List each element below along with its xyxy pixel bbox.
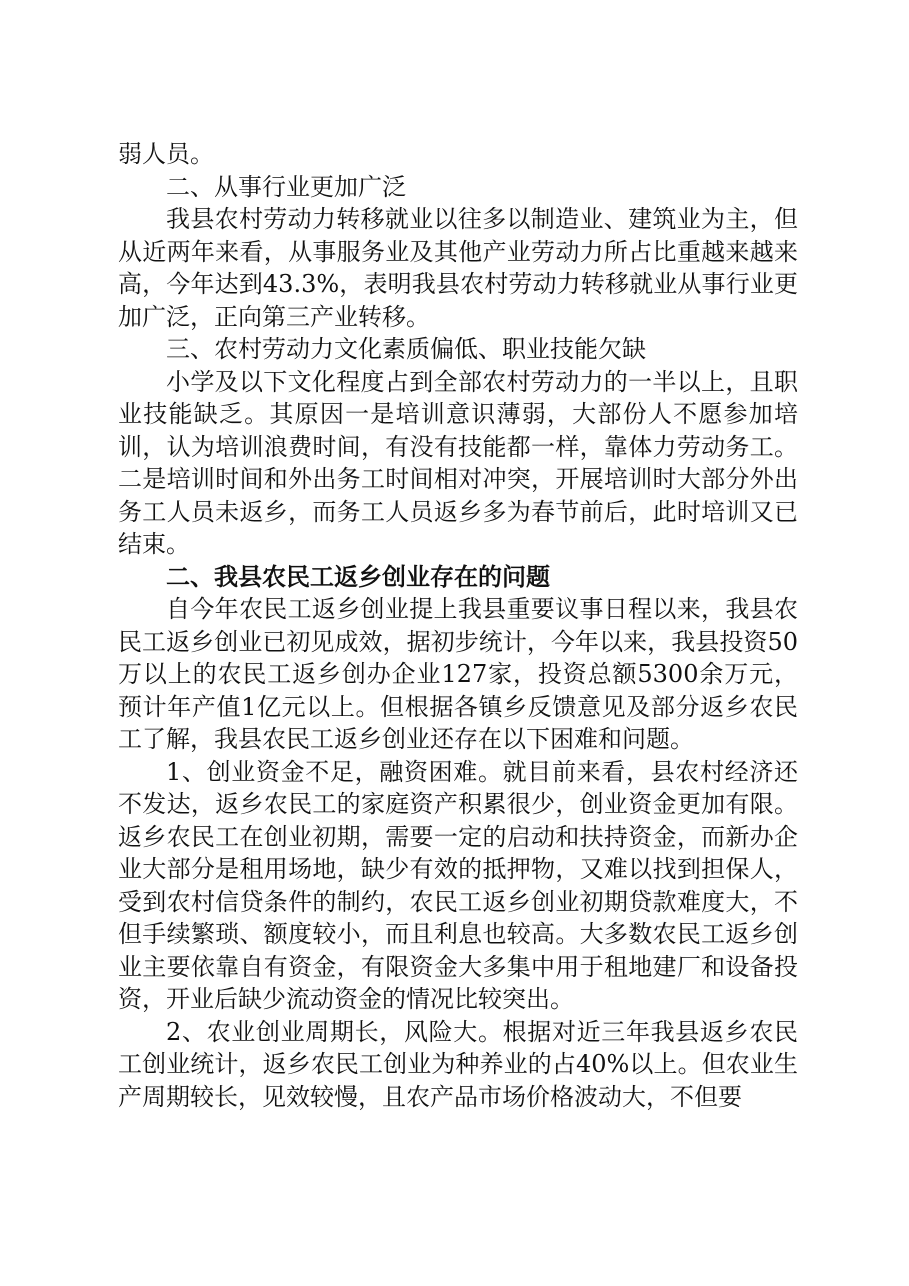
- section-heading-education: 三、农村劳动力文化素质偏低、职业技能欠缺: [166, 335, 646, 363]
- paragraph-industry: 我县农村劳动力转移就业以往多以制造业、建筑业为主，但从近两年来看，从事服务业及其他产业劳动力所占比重越来越来高，今年达到43.3%，表明我县农村劳动力转移就业从事行业更加广泛，正向第三产业转移。: [118, 205, 798, 331]
- paragraph-funding: 1、创业资金不足，融资困难。就目前来看，县农村经济还不发达，返乡农民工的家庭资产积累很少，创业资金更加有限。返乡农民工在创业初期，需要一定的启动和扶持资金，而新办企业大部分是租用场地，缺少有效的抵押物，又难以找到担保人，受到农村信贷条件的制约，农民工返乡创业初期贷款难度大，不但手续繁琐、额度较小，而且利息也较高。大多数农民工返乡创业主要依靠自有资金，有限资金大多集中用于租地建厂和设备投资，开业后缺少流动资金的情况比较突出。: [118, 757, 798, 1013]
- section-heading-industry: 二、从事行业更加广泛: [166, 172, 406, 201]
- section-heading-problems: 二、我县农民工返乡创业存在的问题: [166, 562, 550, 591]
- paragraph-continuation: 弱人员。: [118, 140, 214, 168]
- paragraph-education: 小学及以下文化程度占到全部农村劳动力的一半以上，且职业技能缺乏。其原因一是培训意识薄弱，大部份人不愿参加培训，认为培训浪费时间，有没有技能都一样，靠体力劳动务工。二是培训时间和外出务工时间相对冲突，开展培训时大部分外出务工人员未返乡，而务工人员返乡多为春节前后，此时培训又已结束。: [118, 367, 798, 558]
- document-body: [118, 138, 798, 1113]
- paragraph-problems-intro: 自今年农民工返乡创业提上我县重要议事日程以来，我县农民工返乡创业已初见成效，据初步统计，今年以来，我县投资50万以上的农民工返乡创办企业127家，投资总额5300余万元，预计年产值1亿元以上。但根据各镇乡反馈意见及部分返乡农民工了解，我县农民工返乡创业还存在以下困难和问题。: [118, 595, 798, 753]
- paragraph-agriculture: 2、农业创业周期长，风险大。根据对近三年我县返乡农民工创业统计，返乡农民工创业为种养业的占40%以上。但农业生产周期较长，见效较慢，且农产品市场价格波动大，不但要: [118, 1017, 798, 1111]
